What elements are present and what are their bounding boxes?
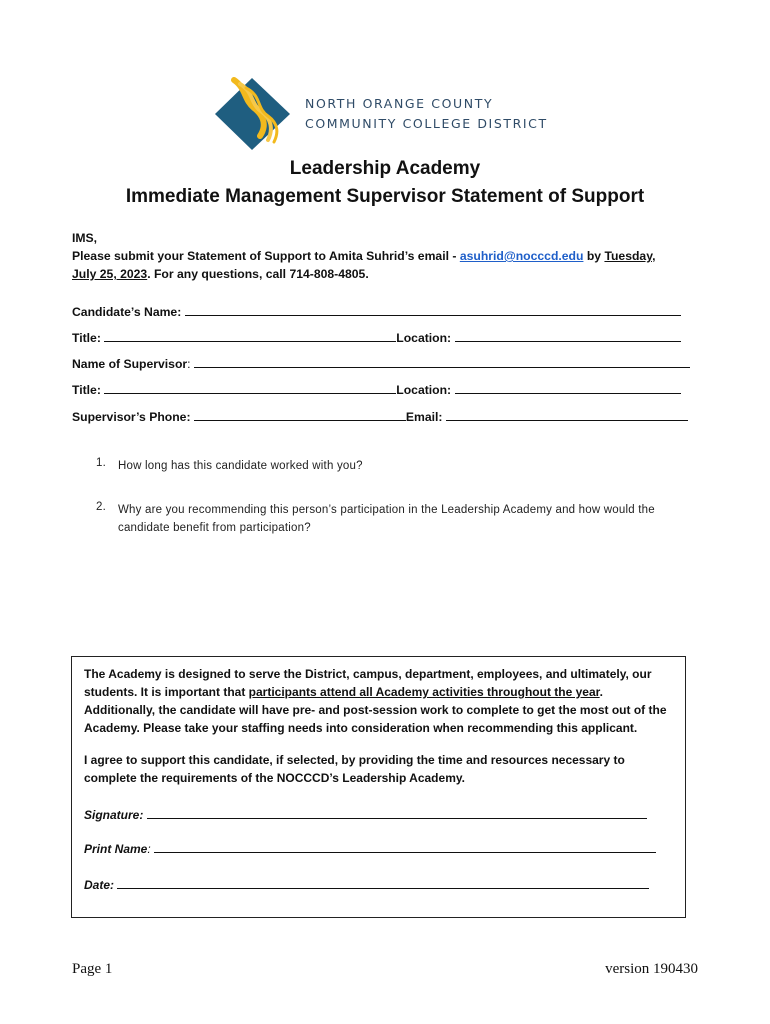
candidate-location-field[interactable] xyxy=(455,329,681,342)
supervisor-name-field[interactable] xyxy=(194,355,690,368)
location-label-2: Location: xyxy=(396,383,455,397)
email-link[interactable]: asuhrid@nocccd.edu xyxy=(459,249,584,263)
supervisor-title-row xyxy=(72,381,681,397)
email-label: Email: xyxy=(405,410,446,424)
candidate-title-row xyxy=(72,329,681,345)
candidate-name-row xyxy=(72,303,681,319)
print-name-colon: : xyxy=(147,842,155,856)
supervisor-location-field[interactable] xyxy=(455,381,681,394)
question-text: Why are you recommending this person’s participation in the Leadership Academy and how would the candidate benefit from participation? xyxy=(118,504,655,534)
date-field[interactable] xyxy=(117,876,649,889)
print-name-field[interactable] xyxy=(154,840,656,853)
instruction-line xyxy=(72,249,655,263)
page-number: Page 1 xyxy=(72,961,113,977)
academy-description xyxy=(84,665,674,737)
candidate-title-field[interactable] xyxy=(104,329,396,342)
title-label: Title: xyxy=(72,331,105,345)
candidate-name-field[interactable] xyxy=(185,303,681,316)
candidate-name-label: Candidate’s Name: xyxy=(72,305,185,319)
supervisor-name-row xyxy=(72,355,690,371)
supervisor-title-field[interactable] xyxy=(104,381,396,394)
print-name-row xyxy=(84,840,656,856)
print-name-label: Print Name xyxy=(84,842,148,856)
signature-field[interactable] xyxy=(147,806,647,819)
supervisor-name-label: Name of Supervisor xyxy=(72,357,188,371)
deadline-day: Tuesday, xyxy=(604,249,656,263)
version-number: version 190430 xyxy=(605,961,698,977)
document-title: Leadership Academy xyxy=(289,158,481,179)
signature-row xyxy=(84,806,647,822)
question-2 xyxy=(96,501,655,534)
instruction-by: by xyxy=(583,249,605,263)
question-number: 1. xyxy=(96,457,106,469)
supervisor-name-colon: : xyxy=(187,357,194,371)
question-text: How long has this candidate worked with you? xyxy=(118,460,363,472)
contact-text: . For any questions, call 714-808-4805. xyxy=(147,267,369,281)
salutation: IMS, xyxy=(72,231,98,245)
date-row xyxy=(84,876,649,892)
supervisor-contact-row xyxy=(72,408,688,424)
org-name-line2: COMMUNITY COLLEGE DISTRICT xyxy=(305,116,548,131)
document-subtitle: Immediate Management Supervisor Statement of Support xyxy=(125,186,645,207)
org-name-line1: NORTH ORANGE COUNTY xyxy=(305,96,494,111)
academy-description-text-2: . Additionally, the candidate will have pre- and post-session work to complete to get the most out of the Academy. Please take your staffing needs into consideration when recommending this applicant. xyxy=(84,685,667,735)
signature-label: Signature: xyxy=(84,808,144,822)
nocccd-logo xyxy=(210,74,306,154)
nocccd-logo-icon xyxy=(210,74,306,154)
attendance-requirement: participants attend all Academy activities throughout the year xyxy=(248,685,600,699)
deadline-date: July 25, 2023 xyxy=(72,267,148,281)
phone-label: Supervisor’s Phone: xyxy=(72,410,194,424)
title-label-2: Title: xyxy=(72,383,105,397)
question-1 xyxy=(96,457,363,472)
agreement-statement: I agree to support this candidate, if selected, by providing the time and resources necessary to complete the requirements of the NOCCCD’s Leadership Academy. xyxy=(84,753,625,785)
location-label: Location: xyxy=(396,331,455,345)
supervisor-email-field[interactable] xyxy=(446,408,688,421)
supervisor-phone-field[interactable] xyxy=(194,408,406,421)
date-label: Date: xyxy=(84,878,115,892)
instruction-text: Please submit your Statement of Support to Amita Suhrid’s email - xyxy=(72,249,460,263)
instruction-line-2 xyxy=(72,267,369,281)
academy-description-text: The Academy is designed to serve the District, campus, department, employees, and ultimately, our students. It is important that xyxy=(84,667,652,699)
question-number: 2. xyxy=(96,501,106,513)
